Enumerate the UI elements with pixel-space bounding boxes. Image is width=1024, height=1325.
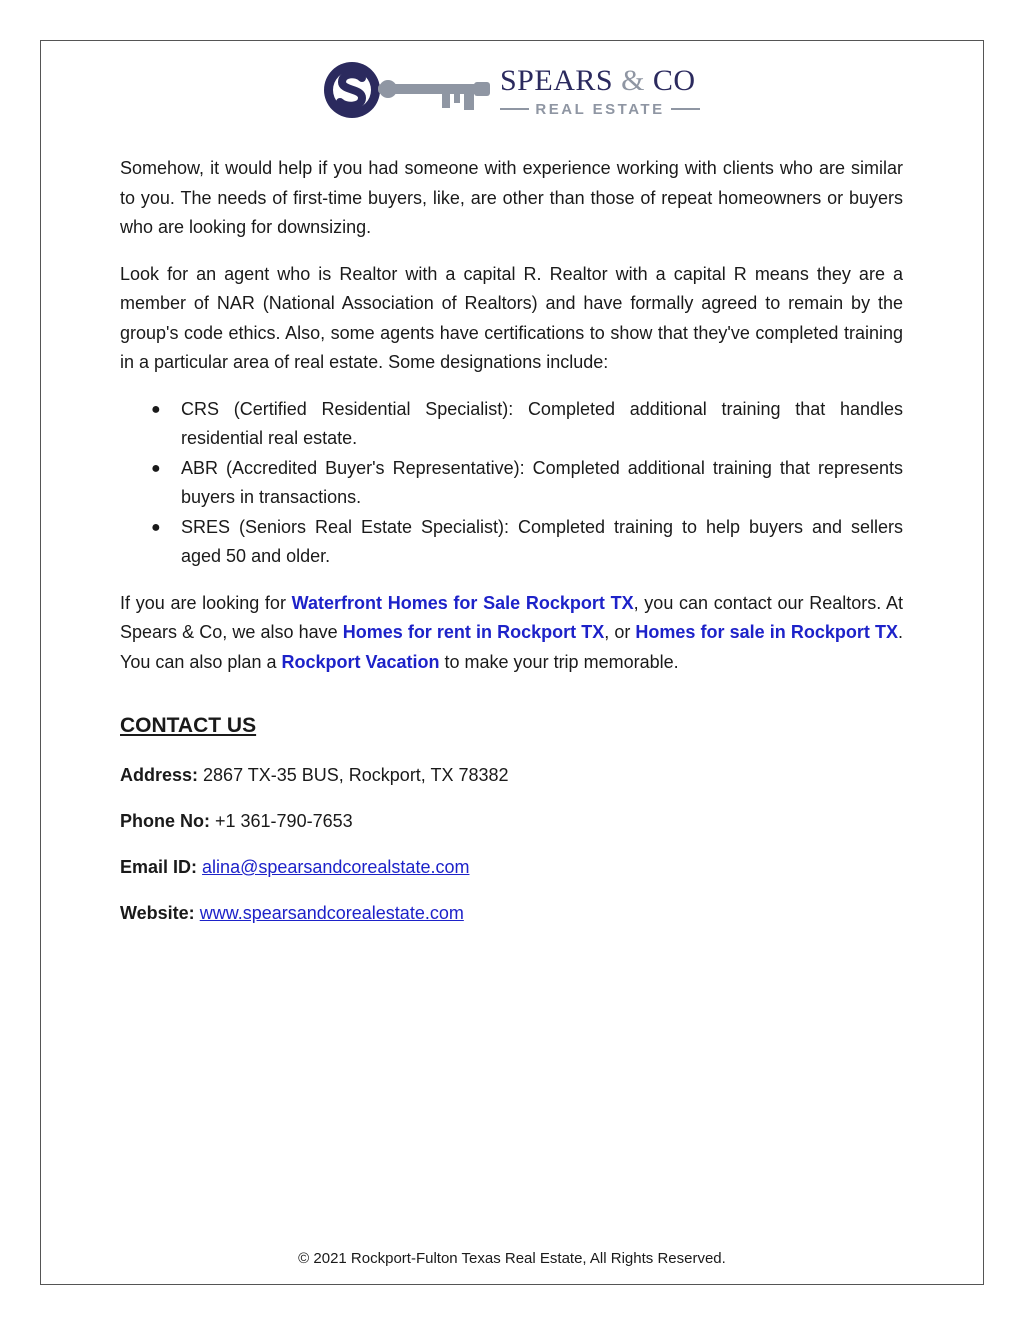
paragraph-3-text: . You can also plan a	[120, 622, 903, 672]
address-value: 2867 TX-35 BUS, Rockport, TX 78382	[198, 765, 509, 785]
bullet-icon: ●	[151, 459, 161, 477]
paragraph-2: Look for an agent who is Realtor with a capital R. Realtor with a capital R means they are a member of NAR (National Association of Realtors) and have formally agreed to remain by the group's code ethics. Also, some agents have certifications to show that they've completed training in a particular area of real estate. Some designations include:	[120, 263, 903, 372]
designations-list	[120, 395, 903, 572]
logo-subtitle-text: REAL ESTATE	[535, 100, 665, 118]
contact-phone	[120, 807, 903, 836]
paragraph-3-text: , or	[604, 622, 636, 642]
contact-address	[120, 761, 903, 790]
email-label: Email ID:	[120, 857, 198, 877]
main-content	[120, 154, 903, 945]
phone-label: Phone No:	[120, 811, 210, 831]
logo-title-amp: &	[621, 64, 645, 97]
bullet-icon: ●	[151, 400, 161, 418]
contact-email	[120, 853, 903, 882]
paragraph-3-text: If you are looking for	[120, 592, 292, 613]
paragraph-1: Somehow, it would help if you had someone with experience working with clients who are similar to you. The needs of first-time buyers, like, are other than those of repeat homeowners or buyers who are looking for downsizing.	[120, 158, 903, 237]
homes-for-sale-link[interactable]: Homes for sale in Rockport TX	[635, 622, 898, 642]
footer-copyright: © 2021 Rockport-Fulton Texas Real Estate, All Rights Reserved.	[298, 1250, 726, 1267]
paragraph-3	[120, 589, 903, 678]
phone-value: +1 361-790-7653	[210, 811, 353, 831]
website-label: Website:	[120, 903, 195, 923]
list-item-text: CRS (Certified Residential Specialist): Completed additional training that handles residential real estate.	[181, 398, 903, 448]
paragraph-3-text: , you can contact our Realtors. At Spears & Co, we also have	[120, 592, 903, 642]
contact-heading: CONTACT US	[120, 714, 257, 737]
list-item	[120, 513, 903, 572]
list-item-text: SRES (Seniors Real Estate Specialist): Completed training to help buyers and sellers aged 50 and older.	[181, 516, 903, 566]
logo-subtitle	[500, 100, 700, 118]
logo-title	[500, 64, 696, 98]
email-link[interactable]: alina@spearsandcorealstate.com	[202, 857, 470, 877]
key-icon	[322, 60, 502, 120]
bullet-icon: ●	[151, 518, 161, 536]
website-link[interactable]: www.spearsandcorealestate.com	[199, 903, 464, 923]
contact-website	[120, 899, 903, 928]
list-item	[120, 454, 903, 513]
spears-logo	[322, 60, 702, 120]
logo-rule-right	[671, 108, 700, 110]
list-item-text: ABR (Accredited Buyer's Representative): Completed additional training that represents buyers in transactions.	[181, 457, 903, 507]
logo-title-spears: SPEARS	[500, 64, 622, 97]
rockport-vacation-link[interactable]: Rockport Vacation	[281, 651, 440, 672]
logo-title-co: CO	[644, 64, 696, 97]
list-item	[120, 395, 903, 454]
homes-for-rent-link[interactable]: Homes for rent in Rockport TX	[342, 622, 605, 642]
logo-rule-left	[500, 108, 529, 110]
paragraph-3-text: to make your trip memorable.	[439, 651, 679, 672]
waterfront-homes-link[interactable]: Waterfront Homes for Sale Rockport TX	[291, 592, 634, 613]
address-label: Address:	[120, 765, 199, 785]
